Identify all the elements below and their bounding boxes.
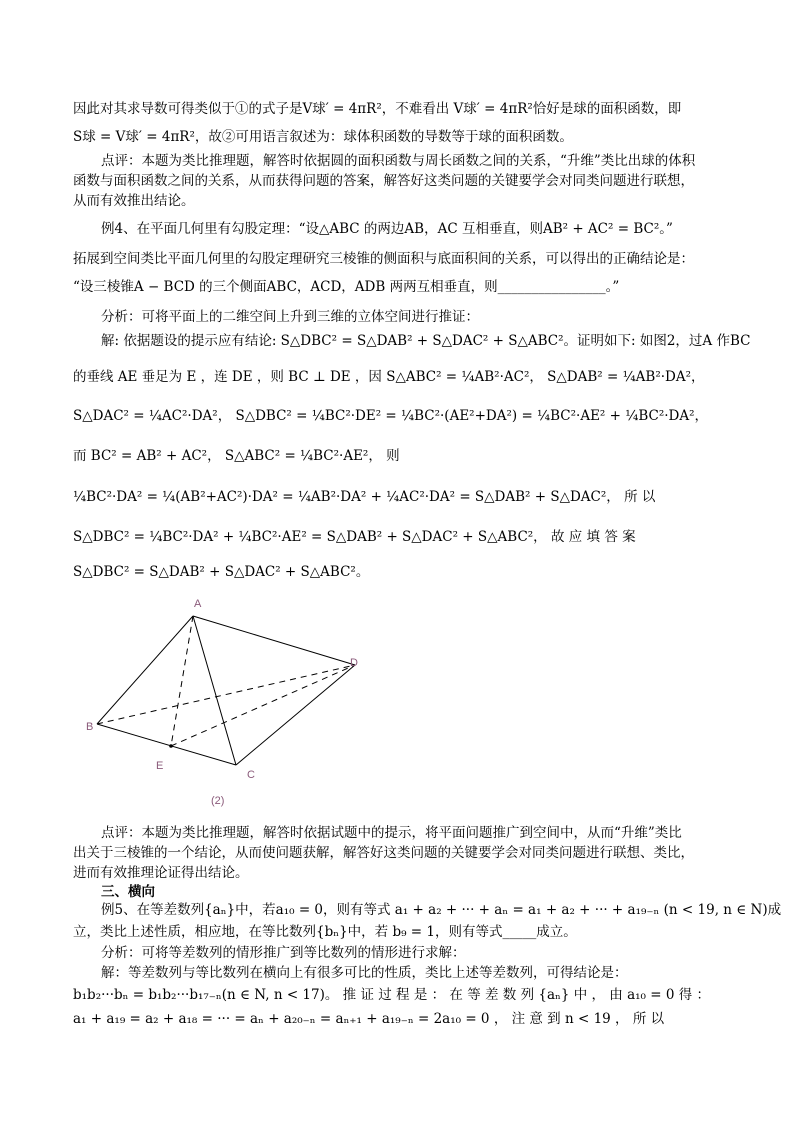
text-line-2: S球 = V球′ = 4πR²，故②可用语言叙述为：球体积函数的导数等于球的面积函数。 — [73, 129, 573, 145]
solution-line-1: 解: 依据题设的提示应有结论: S△DBC² = S△DAB² + S△DAC² + S△ABC²。证明如下: 如图2，过A 作BC — [101, 333, 751, 349]
solution-line-8: 解：等差数列与等比数列在横向上有很多可比的性质，类比上述等差数列，可得结论是： — [101, 965, 628, 981]
vertex-label-b: B — [86, 721, 94, 733]
tetrahedron-figure — [80, 590, 380, 820]
solution-line-2: 的垂线 AE 垂足为 E ，连 DE ，则 BC ⊥ DE ，因 S△ABC² = ¼AB²·AC²， S△DAB² = ¼AB²·DA²， — [73, 369, 705, 385]
solution-line-9: b₁b₂···bₙ = b₁b₂···b₁₇₋ₙ(n ∈ N, n < 17)。 推 证 过 程 是 ： 在 等 差 数 列 {aₙ} 中 ， 由 a₁₀ = 0 得 ： — [73, 987, 711, 1003]
vertex-label-a: A — [194, 598, 202, 610]
review-line-1: 点评：本题为类比推理题，解答时依据试题中的提示，将平面问题推广到空间中，从而“升维”类比 — [101, 825, 682, 841]
text-line-4: 函数与面积函数之间的关系，从而获得问题的答案，解答好这类问题的关键要学会对同类问题进行联想， — [73, 173, 694, 189]
text-line-1: 因此对其求导数可得类似于①的式子是V球′ = 4πR²，不难看出 V球′ = 4πR²恰好是球的面积函数，即 — [73, 101, 682, 117]
solution-line-3: S△DAC² = ¼AC²·DA²， S△DBC² = ¼BC²·DE² = ¼BC²·(AE²+DA²) = ¼BC²·AE² + ¼BC²·DA²， — [73, 408, 709, 424]
text-line-5: 从而有效推出结论。 — [73, 193, 195, 209]
text-line-3: 点评：本题为类比推理题，解答时依据圆的面积函数与周长函数之间的关系，“升维”类比出球的体积 — [101, 153, 696, 169]
section-heading: 三、横向 — [101, 884, 155, 900]
review-line-3: 进而有效推理论证得出结论。 — [73, 865, 249, 881]
vertex-label-c: C — [247, 769, 255, 781]
example-5-line: 例5、在等差数列{aₙ}中，若a₁₀ = 0，则有等式 a₁ + a₂ + ··· + aₙ = a₁ + a₂ + ··· + a₁₉₋ₙ (n < 19, n ∈ N)成 — [101, 902, 782, 918]
solution-line-4: 而 BC² = AB² + AC²， S△ABC² = ¼BC²·AE²， 则 — [73, 448, 400, 464]
solution-line-10: a₁ + a₁₉ = a₂ + a₁₈ = ··· = aₙ + a₂₀₋ₙ = aₙ₊₁ + a₁₉₋ₙ = 2a₁₀ = 0 ， 注 意 到 n < 19 ， 所 以 — [73, 1011, 665, 1027]
review-line-2: 出关于三棱锥的一个结论，从而使问题获解，解答好这类问题的关键要学会对同类问题进行联想、类比， — [73, 845, 694, 861]
solution-line-7: S△DBC² = S△DAB² + S△DAC² + S△ABC²。 — [73, 564, 370, 580]
example-4-line: 例4、在平面几何里有勾股定理：“设△ABC 的两边AB，AC 互相垂直，则AB² + AC² = BC²。” — [101, 221, 673, 237]
solution-line-5: ¼BC²·DA² = ¼(AB²+AC²)·DA² = ¼AB²·DA² + ¼AC²·DA² = S△DAB² + S△DAC²， 所 以 — [73, 489, 656, 505]
figure-caption: (2) — [211, 795, 225, 807]
vertex-label-d: D — [350, 657, 358, 669]
analysis-line-2: 分析：可将等差数列的情形推广到等比数列的情形进行求解： — [101, 945, 466, 961]
vertex-label-e: E — [156, 760, 164, 772]
text-line-8: “设三棱锥A − BCD 的三个侧面ABC，ACD，ADB 两两互相垂直，则________________。” — [73, 279, 620, 295]
analysis-line: 分析：可将平面上的二维空间上升到三维的立体空间进行推证： — [101, 309, 479, 325]
solution-line-6: S△DBC² = ¼BC²·DA² + ¼BC²·AE² = S△DAB² + S△DAC² + S△ABC²， 故 应 填 答 案 — [73, 529, 636, 545]
example-5-line-2: 立，类比上述性质，相应地，在等比数列{bₙ}中，若 b₉ = 1，则有等式_____成立。 — [73, 924, 577, 940]
text-line-7: 拓展到空间类比平面几何里的勾股定理研究三棱锥的侧面积与底面积间的关系，可以得出的正确结论是： — [73, 251, 694, 267]
